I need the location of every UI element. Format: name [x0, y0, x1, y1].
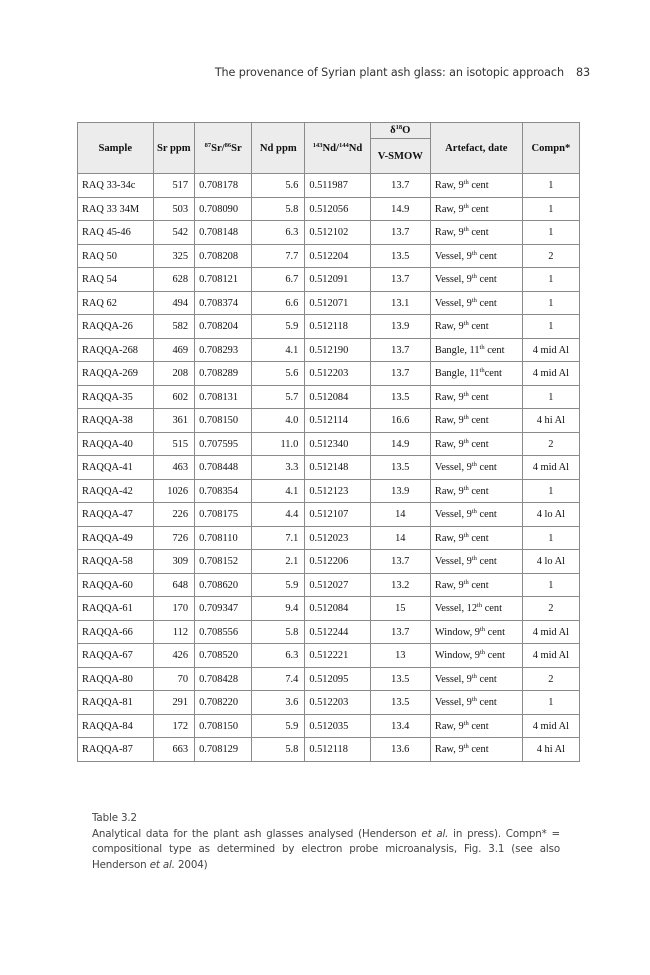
cell-compn: 1: [522, 268, 579, 292]
cell-compn: 1: [522, 526, 579, 550]
cell-artefact-date: Raw, 9th cent: [430, 479, 522, 503]
cell-artefact-date: Vessel, 9th cent: [430, 291, 522, 315]
cell-sample: RAQQA-81: [78, 691, 154, 715]
cell-sr-ppm: 426: [153, 644, 195, 668]
cell-sample: RAQQA-58: [78, 550, 154, 574]
cell-sample: RAQQA-61: [78, 597, 154, 621]
cell-sr-ratio: 0.708131: [195, 385, 252, 409]
cell-sample: RAQQA-40: [78, 432, 154, 456]
cell-nd-ppm: 5.9: [252, 714, 305, 738]
cell-sample: RAQQA-41: [78, 456, 154, 480]
cell-sr-ppm: 469: [153, 338, 195, 362]
cell-sample: RAQQA-26: [78, 315, 154, 339]
table-row: [78, 385, 580, 409]
cell-nd-ratio: 0.512123: [305, 479, 370, 503]
caption-body: Analytical data for the plant ash glasses analysed (Henderson et al. in press). Compn* = compositional type as determined by electron probe microanalysis, Fig. 3.1 (see also Henderson et al. 2004): [92, 827, 560, 871]
cell-sr-ppm: 628: [153, 268, 195, 292]
cell-artefact-date: Raw, 9th cent: [430, 315, 522, 339]
cell-sample: RAQQA-84: [78, 714, 154, 738]
header-sr-ratio: $^{87}$Sr/$^{86}$Sr: [195, 123, 252, 174]
cell-nd-ppm: 7.1: [252, 526, 305, 550]
header-sr-ppm: Sr ppm: [153, 123, 195, 174]
cell-nd-ratio: 0.512084: [305, 385, 370, 409]
running-title: The provenance of Syrian plant ash glass: an isotopic approach: [214, 66, 564, 79]
cell-sr-ratio: 0.708178: [195, 174, 252, 198]
cell-compn: 1: [522, 479, 579, 503]
table-row: [78, 550, 580, 574]
cell-compn: 4 lo Al: [522, 550, 579, 574]
cell-sample: RAQQA-42: [78, 479, 154, 503]
cell-delta-18o: 13.7: [370, 268, 430, 292]
cell-nd-ppm: 6.3: [252, 644, 305, 668]
cell-compn: 2: [522, 432, 579, 456]
table-row: [78, 291, 580, 315]
running-head: [215, 66, 590, 79]
cell-compn: 1: [522, 291, 579, 315]
table-row: [78, 174, 580, 198]
cell-sr-ppm: 1026: [153, 479, 195, 503]
cell-artefact-date: Bangle, 11th cent: [430, 338, 522, 362]
cell-artefact-date: Raw, 9th cent: [430, 409, 522, 433]
cell-sr-ppm: 663: [153, 738, 195, 762]
cell-sr-ratio: 0.708448: [195, 456, 252, 480]
cell-sr-ratio: 0.708129: [195, 738, 252, 762]
cell-sr-ppm: 463: [153, 456, 195, 480]
cell-delta-18o: 13.6: [370, 738, 430, 762]
cell-delta-18o: 13.9: [370, 479, 430, 503]
cell-sr-ppm: 582: [153, 315, 195, 339]
cell-compn: 4 mid Al: [522, 620, 579, 644]
header-artefact-date: Artefact, date: [430, 123, 522, 174]
cell-sr-ratio: 0.708620: [195, 573, 252, 597]
cell-compn: 1: [522, 197, 579, 221]
cell-delta-18o: 13.7: [370, 620, 430, 644]
cell-compn: 4 mid Al: [522, 714, 579, 738]
cell-delta-18o: 13.5: [370, 456, 430, 480]
cell-nd-ratio: 0.512071: [305, 291, 370, 315]
header-nd-ppm: Nd ppm: [252, 123, 305, 174]
header-compn: Compn*: [522, 123, 579, 174]
cell-nd-ppm: 5.9: [252, 573, 305, 597]
cell-nd-ppm: 5.8: [252, 620, 305, 644]
cell-artefact-date: Vessel, 9th cent: [430, 456, 522, 480]
cell-nd-ratio: 0.512148: [305, 456, 370, 480]
cell-artefact-date: Raw, 9th cent: [430, 197, 522, 221]
cell-nd-ratio: 0.512221: [305, 644, 370, 668]
cell-nd-ppm: 3.6: [252, 691, 305, 715]
cell-compn: 2: [522, 667, 579, 691]
cell-nd-ratio: 0.512027: [305, 573, 370, 597]
cell-sample: RAQQA-269: [78, 362, 154, 386]
cell-delta-18o: 13.7: [370, 550, 430, 574]
cell-compn: 1: [522, 174, 579, 198]
table-row: [78, 479, 580, 503]
cell-compn: 4 hi Al: [522, 409, 579, 433]
cell-nd-ratio: 0.512114: [305, 409, 370, 433]
table-row: [78, 432, 580, 456]
cell-sr-ratio: 0.708556: [195, 620, 252, 644]
cell-sr-ratio: 0.709347: [195, 597, 252, 621]
cell-nd-ratio: 0.512118: [305, 315, 370, 339]
cell-sample: RAQQA-38: [78, 409, 154, 433]
table-row: [78, 620, 580, 644]
cell-delta-18o: 13.1: [370, 291, 430, 315]
cell-artefact-date: Window, 9th cent: [430, 620, 522, 644]
cell-sr-ratio: 0.708121: [195, 268, 252, 292]
cell-sr-ratio: 0.708374: [195, 291, 252, 315]
cell-artefact-date: Raw, 9th cent: [430, 432, 522, 456]
cell-nd-ppm: 9.4: [252, 597, 305, 621]
cell-artefact-date: Vessel, 9th cent: [430, 503, 522, 527]
cell-delta-18o: 14: [370, 503, 430, 527]
cell-nd-ppm: 5.6: [252, 174, 305, 198]
header-nd-ratio: $^{143}$Nd/$^{144}$Nd: [305, 123, 370, 174]
cell-artefact-date: Raw, 9th cent: [430, 385, 522, 409]
cell-artefact-date: Bangle, 11thcent: [430, 362, 522, 386]
cell-artefact-date: Raw, 9th cent: [430, 221, 522, 245]
header-vsmow: V-SMOW: [370, 139, 430, 174]
cell-delta-18o: 13.5: [370, 385, 430, 409]
cell-sr-ratio: 0.707595: [195, 432, 252, 456]
cell-delta-18o: 14: [370, 526, 430, 550]
cell-sample: RAQQA-35: [78, 385, 154, 409]
cell-nd-ratio: 0.512084: [305, 597, 370, 621]
cell-sr-ratio: 0.708204: [195, 315, 252, 339]
cell-nd-ratio: 0.512023: [305, 526, 370, 550]
cell-sr-ppm: 503: [153, 197, 195, 221]
cell-nd-ppm: 2.1: [252, 550, 305, 574]
cell-nd-ratio: 0.511987: [305, 174, 370, 198]
cell-sample: RAQ 50: [78, 244, 154, 268]
table-row: [78, 573, 580, 597]
cell-delta-18o: 13.5: [370, 691, 430, 715]
table-body: [78, 174, 580, 762]
cell-sample: RAQ 54: [78, 268, 154, 292]
table-caption: [92, 811, 560, 873]
cell-sr-ratio: 0.708152: [195, 550, 252, 574]
cell-sample: RAQ 33 34M: [78, 197, 154, 221]
cell-sr-ppm: 494: [153, 291, 195, 315]
cell-nd-ratio: 0.512203: [305, 691, 370, 715]
cell-nd-ratio: 0.512095: [305, 667, 370, 691]
cell-nd-ratio: 0.512244: [305, 620, 370, 644]
cell-sample: RAQ 33-34c: [78, 174, 154, 198]
cell-artefact-date: Raw, 9th cent: [430, 526, 522, 550]
cell-sr-ratio: 0.708150: [195, 714, 252, 738]
cell-sr-ratio: 0.708428: [195, 667, 252, 691]
table-row: [78, 362, 580, 386]
cell-nd-ppm: 7.4: [252, 667, 305, 691]
cell-delta-18o: 13.7: [370, 338, 430, 362]
cell-nd-ppm: 5.9: [252, 315, 305, 339]
cell-compn: 2: [522, 597, 579, 621]
cell-nd-ppm: 3.3: [252, 456, 305, 480]
table-row: [78, 691, 580, 715]
cell-nd-ratio: 0.512107: [305, 503, 370, 527]
cell-sr-ppm: 542: [153, 221, 195, 245]
cell-nd-ppm: 5.7: [252, 385, 305, 409]
cell-sample: RAQQA-47: [78, 503, 154, 527]
cell-compn: 2: [522, 244, 579, 268]
cell-sr-ratio: 0.708354: [195, 479, 252, 503]
table-row: [78, 221, 580, 245]
cell-nd-ratio: 0.512091: [305, 268, 370, 292]
cell-delta-18o: 16.6: [370, 409, 430, 433]
cell-compn: 4 mid Al: [522, 362, 579, 386]
cell-compn: 1: [522, 691, 579, 715]
cell-artefact-date: Raw, 9th cent: [430, 573, 522, 597]
cell-delta-18o: 13: [370, 644, 430, 668]
table-row: [78, 667, 580, 691]
cell-nd-ppm: 4.0: [252, 409, 305, 433]
cell-sr-ppm: 361: [153, 409, 195, 433]
cell-sr-ppm: 112: [153, 620, 195, 644]
cell-artefact-date: Raw, 9th cent: [430, 174, 522, 198]
cell-sr-ratio: 0.708289: [195, 362, 252, 386]
cell-compn: 1: [522, 221, 579, 245]
cell-nd-ratio: 0.512190: [305, 338, 370, 362]
header-delta-18o: $\delta^{18}O$: [370, 123, 430, 139]
table-row: [78, 526, 580, 550]
cell-sr-ratio: 0.708175: [195, 503, 252, 527]
cell-artefact-date: Vessel, 9th cent: [430, 244, 522, 268]
cell-sample: RAQQA-80: [78, 667, 154, 691]
cell-artefact-date: Vessel, 9th cent: [430, 667, 522, 691]
cell-nd-ppm: 6.6: [252, 291, 305, 315]
cell-sr-ratio: 0.708110: [195, 526, 252, 550]
cell-sr-ppm: 291: [153, 691, 195, 715]
cell-nd-ratio: 0.512206: [305, 550, 370, 574]
cell-nd-ppm: 11.0: [252, 432, 305, 456]
cell-sample: RAQQA-60: [78, 573, 154, 597]
cell-delta-18o: 13.7: [370, 362, 430, 386]
cell-delta-18o: 13.2: [370, 573, 430, 597]
cell-nd-ppm: 4.1: [252, 338, 305, 362]
cell-nd-ppm: 7.7: [252, 244, 305, 268]
cell-compn: 1: [522, 573, 579, 597]
cell-delta-18o: 15: [370, 597, 430, 621]
cell-artefact-date: Vessel, 12th cent: [430, 597, 522, 621]
cell-sr-ratio: 0.708090: [195, 197, 252, 221]
cell-artefact-date: Window, 9th cent: [430, 644, 522, 668]
cell-compn: 1: [522, 315, 579, 339]
cell-nd-ppm: 5.8: [252, 738, 305, 762]
cell-sr-ppm: 602: [153, 385, 195, 409]
table-header: [78, 123, 580, 174]
cell-nd-ratio: 0.512056: [305, 197, 370, 221]
cell-artefact-date: Raw, 9th cent: [430, 714, 522, 738]
cell-sr-ratio: 0.708520: [195, 644, 252, 668]
cell-compn: 4 mid Al: [522, 644, 579, 668]
cell-nd-ratio: 0.512204: [305, 244, 370, 268]
cell-sr-ppm: 726: [153, 526, 195, 550]
cell-sr-ppm: 517: [153, 174, 195, 198]
table-row: [78, 197, 580, 221]
cell-sr-ppm: 208: [153, 362, 195, 386]
cell-delta-18o: 13.5: [370, 667, 430, 691]
cell-sample: RAQQA-268: [78, 338, 154, 362]
cell-nd-ppm: 6.7: [252, 268, 305, 292]
table-row: [78, 738, 580, 762]
cell-nd-ratio: 0.512118: [305, 738, 370, 762]
cell-sample: RAQQA-87: [78, 738, 154, 762]
cell-sr-ppm: 172: [153, 714, 195, 738]
cell-nd-ppm: 6.3: [252, 221, 305, 245]
cell-compn: 4 mid Al: [522, 338, 579, 362]
table-row: [78, 503, 580, 527]
cell-compn: 1: [522, 385, 579, 409]
cell-sr-ratio: 0.708208: [195, 244, 252, 268]
table-row: [78, 456, 580, 480]
table-row: [78, 268, 580, 292]
cell-sr-ppm: 309: [153, 550, 195, 574]
cell-delta-18o: 13.7: [370, 174, 430, 198]
cell-delta-18o: 14.9: [370, 197, 430, 221]
cell-sr-ppm: 325: [153, 244, 195, 268]
cell-sample: RAQQA-67: [78, 644, 154, 668]
cell-sr-ppm: 515: [153, 432, 195, 456]
cell-sample: RAQQA-49: [78, 526, 154, 550]
cell-nd-ppm: 4.4: [252, 503, 305, 527]
table-row: [78, 409, 580, 433]
cell-sample: RAQ 45-46: [78, 221, 154, 245]
cell-sr-ratio: 0.708220: [195, 691, 252, 715]
page-number: 83: [575, 66, 590, 79]
cell-delta-18o: 14.9: [370, 432, 430, 456]
cell-delta-18o: 13.5: [370, 244, 430, 268]
cell-nd-ratio: 0.512035: [305, 714, 370, 738]
cell-sr-ppm: 648: [153, 573, 195, 597]
cell-nd-ratio: 0.512340: [305, 432, 370, 456]
cell-sr-ratio: 0.708148: [195, 221, 252, 245]
cell-artefact-date: Vessel, 9th cent: [430, 691, 522, 715]
cell-sr-ratio: 0.708150: [195, 409, 252, 433]
cell-sample: RAQQA-66: [78, 620, 154, 644]
cell-nd-ppm: 5.8: [252, 197, 305, 221]
cell-sample: RAQ 62: [78, 291, 154, 315]
cell-artefact-date: Raw, 9th cent: [430, 738, 522, 762]
header-sample: Sample: [78, 123, 154, 174]
table-row: [78, 338, 580, 362]
cell-nd-ratio: 0.512102: [305, 221, 370, 245]
cell-compn: 4 hi Al: [522, 738, 579, 762]
cell-sr-ppm: 226: [153, 503, 195, 527]
cell-delta-18o: 13.9: [370, 315, 430, 339]
cell-artefact-date: Vessel, 9th cent: [430, 550, 522, 574]
isotope-data-table: [77, 122, 580, 762]
cell-sr-ppm: 170: [153, 597, 195, 621]
table-row: [78, 315, 580, 339]
cell-delta-18o: 13.4: [370, 714, 430, 738]
cell-nd-ppm: 5.6: [252, 362, 305, 386]
cell-sr-ratio: 0.708293: [195, 338, 252, 362]
cell-nd-ratio: 0.512203: [305, 362, 370, 386]
table-row: [78, 597, 580, 621]
caption-title: Table 3.2: [92, 812, 137, 824]
cell-sr-ppm: 70: [153, 667, 195, 691]
cell-compn: 4 lo Al: [522, 503, 579, 527]
cell-delta-18o: 13.7: [370, 221, 430, 245]
table-row: [78, 644, 580, 668]
table-row: [78, 244, 580, 268]
cell-artefact-date: Vessel, 9th cent: [430, 268, 522, 292]
cell-nd-ppm: 4.1: [252, 479, 305, 503]
table-row: [78, 714, 580, 738]
cell-compn: 4 mid Al: [522, 456, 579, 480]
